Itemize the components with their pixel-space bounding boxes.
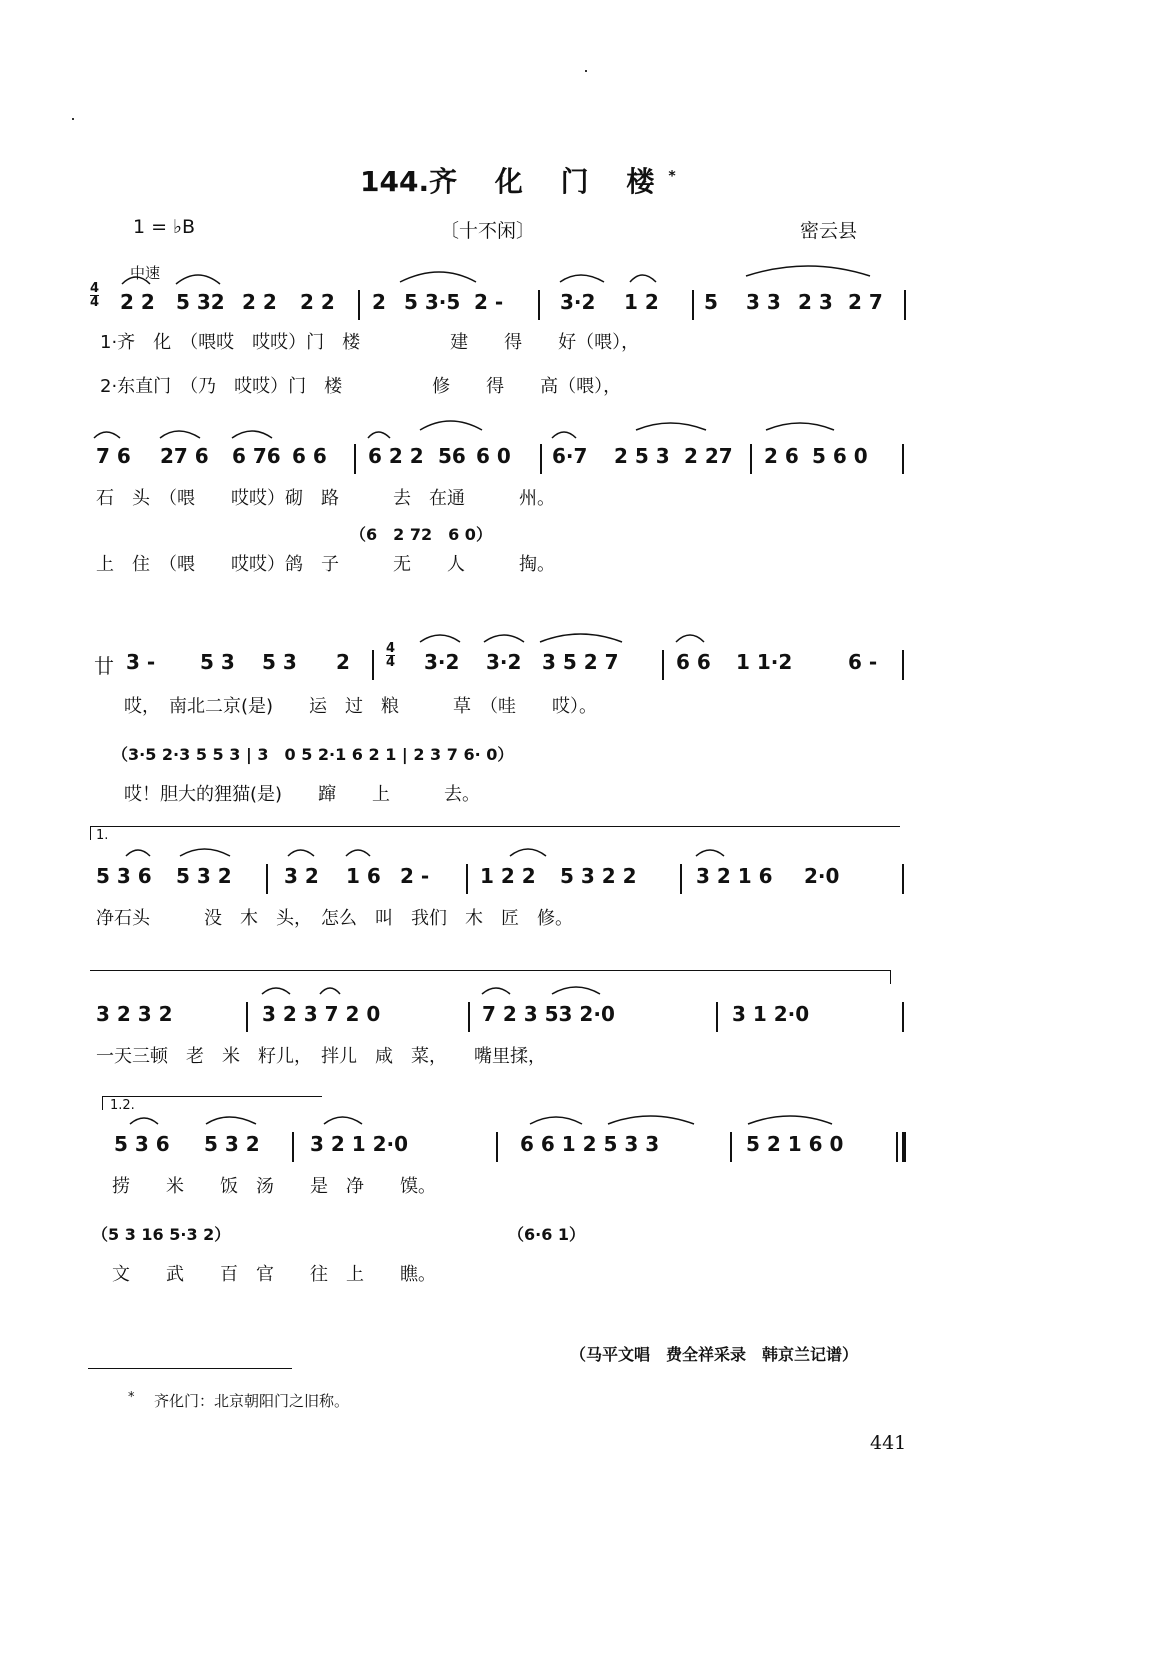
note-group: 5 2 1 6 0 (746, 1132, 844, 1156)
volta-bracket-edge (890, 970, 891, 984)
barline (716, 1002, 718, 1032)
note-group: 3 2 1 6 (696, 864, 773, 888)
note-group: 5 6 0 (812, 444, 868, 468)
note-group: 2 2 (300, 290, 335, 314)
note-group: 5 (704, 290, 718, 314)
barline (680, 864, 682, 894)
note-group: 3 2 3 2 (96, 1002, 173, 1026)
note-group: 5 3·5 (404, 290, 461, 314)
music-system-5 (96, 1002, 976, 1038)
page-number: 441 (870, 1432, 907, 1454)
lyrics-verse-2: 上 住 （喂 哎哎）鸽 子 无 人 掏。 (96, 554, 555, 575)
note-group: 1 6 (346, 864, 381, 888)
note-group: 6 0 (476, 444, 511, 468)
note-group: 7 6 (96, 444, 131, 468)
lyrics-verse-1: 哎， 南北二京(是) 运 过 粮 草 （哇 哎）。 (124, 696, 598, 717)
note-group: 2 - (400, 864, 430, 888)
lyrics-verse-1: 捞 米 饭 汤 是 净 馍。 (112, 1176, 436, 1197)
free-meter-mark: 廿 (94, 654, 114, 678)
scan-speck (585, 70, 587, 72)
note-group: 6 - (848, 650, 878, 674)
lyrics-verse-2: 哎！胆大的狸猫(是) 蹿 上 去。 (124, 784, 481, 805)
time-signature: 4 4 (90, 281, 100, 310)
place-name: 密云县 (800, 220, 858, 242)
volta-bracket-line (90, 970, 890, 971)
note-group: 3 2 1 2·0 (310, 1132, 409, 1156)
barline (540, 444, 542, 474)
note-group: 2 2 (242, 290, 277, 314)
footnote-rule (88, 1368, 292, 1369)
barline (466, 864, 468, 894)
lyrics-line: 一天三顿 老 米 籽儿， 拌儿 咸 菜， 嘴里揉， (96, 1046, 546, 1067)
note-group: 3·2 (486, 650, 522, 674)
note-group: 1 2 2 (480, 864, 536, 888)
note-group: 3 5 2 7 (542, 650, 619, 674)
variant-notes: （3·5 2·3 5 5 3 | 3 0 5 2·1 6 2 1 | 2 3 7 6· 0） (112, 745, 514, 764)
barline (902, 864, 904, 894)
key-signature: 1 = ♭B (133, 216, 196, 238)
note-group: 1 1·2 (736, 650, 793, 674)
barline (902, 1002, 904, 1032)
note-group: 3 2 (284, 864, 319, 888)
note-group: 2 6 (764, 444, 799, 468)
note-group: 27 6 (160, 444, 209, 468)
volta-bracket-edge (90, 826, 91, 840)
note-group: 2 (336, 650, 350, 674)
lyrics-verse-1: 石 头 （喂 哎哎）砌 路 去 在通 州。 (96, 488, 555, 509)
note-group: 2 - (474, 290, 504, 314)
note-group: 3 1 2·0 (732, 1002, 810, 1026)
barline (266, 864, 268, 894)
song-title: 144.齐 化 门 楼* (360, 165, 676, 198)
footnote-text: 齐化门：北京朝阳门之旧称。 (154, 1392, 350, 1410)
lyrics-line: 净石头 没 木 头， 怎么 叫 我们 木 匠 修。 (96, 908, 573, 929)
barline (468, 1002, 470, 1032)
barline (904, 290, 906, 320)
music-system-4 (96, 864, 976, 900)
note-group: 6 76 (232, 444, 281, 468)
credit-line: （马平文唱 费全祥采录 韩京兰记谱） (570, 1345, 859, 1364)
note-group: 1 2 (624, 290, 659, 314)
barline (292, 1132, 294, 1162)
note-group: 5 3 (200, 650, 235, 674)
lyrics-verse-2: 文 武 百 官 往 上 瞧。 (112, 1264, 436, 1285)
music-system-2 (96, 444, 976, 480)
note-group: 2 5 3 (614, 444, 670, 468)
barline (750, 444, 752, 474)
note-group: 5 3 2 (176, 864, 232, 888)
note-group: 2 (372, 290, 386, 314)
note-group: 6 6 (676, 650, 711, 674)
lyrics-verse-1: 1·齐 化 （喂哎 哎哎）门 楼 建 得 好（喂）， (100, 332, 640, 353)
variant-notes: （5 3 16 5·3 2） (92, 1225, 231, 1244)
music-system-1 (90, 281, 976, 326)
final-barline-thick (902, 1132, 906, 1162)
tune-name: 〔十不闲〕 (440, 220, 536, 242)
note-group: 6 2 2 (368, 444, 424, 468)
barline (902, 650, 904, 680)
note-group: 3·2 (424, 650, 460, 674)
note-group: 3·2 (560, 290, 596, 314)
note-group: 7 2 3 53 2·0 (482, 1002, 615, 1026)
volta-bracket-line (102, 1096, 322, 1097)
time-signature: 4 4 (386, 641, 396, 670)
volta-label: 1.2. (110, 1098, 135, 1113)
volta-label: 1. (96, 828, 109, 843)
note-group: 5 3 6 (96, 864, 152, 888)
variant-notes: （6 2 72 6 0） (350, 525, 492, 544)
variant-notes: （6·6 1） (508, 1225, 586, 1244)
tempo-marking: 中速 (130, 264, 161, 282)
footnote-mark: * (128, 1390, 135, 1405)
note-group: 2 7 (848, 290, 883, 314)
music-system-3 (94, 641, 976, 686)
barline (372, 650, 374, 680)
note-group: 5 3 2 2 (560, 864, 637, 888)
note-group: 6 6 (292, 444, 327, 468)
note-group: 3 2 3 7 2 0 (262, 1002, 381, 1026)
final-barline-thin (896, 1132, 898, 1162)
note-group: 3 3 (746, 290, 781, 314)
note-group: 5 32 (176, 290, 225, 314)
note-group: 5 3 6 (114, 1132, 170, 1156)
note-group: 6 6 1 2 5 3 3 (520, 1132, 660, 1156)
barline (662, 650, 664, 680)
barline (358, 290, 360, 320)
note-group: 2 27 (684, 444, 733, 468)
lyrics-verse-2: 2·东直门 （乃 哎哎）门 楼 修 得 高（喂）， (100, 376, 622, 397)
barline (246, 1002, 248, 1032)
barline (902, 444, 904, 474)
barline (538, 290, 540, 320)
note-group: 6·7 (552, 444, 588, 468)
note-group: 2 2 (120, 290, 155, 314)
note-group: 3 - (126, 650, 156, 674)
note-group: 5 3 (262, 650, 297, 674)
barline (692, 290, 694, 320)
barline (730, 1132, 732, 1162)
note-group: 2 3 (798, 290, 833, 314)
barline (354, 444, 356, 474)
scan-speck (72, 118, 74, 120)
volta-bracket-line (90, 826, 900, 827)
barline (496, 1132, 498, 1162)
note-group: 5 3 2 (204, 1132, 260, 1156)
music-system-6 (96, 1132, 976, 1168)
note-group: 2·0 (804, 864, 840, 888)
note-group: 56 (438, 444, 466, 468)
volta-bracket-edge (102, 1096, 103, 1110)
